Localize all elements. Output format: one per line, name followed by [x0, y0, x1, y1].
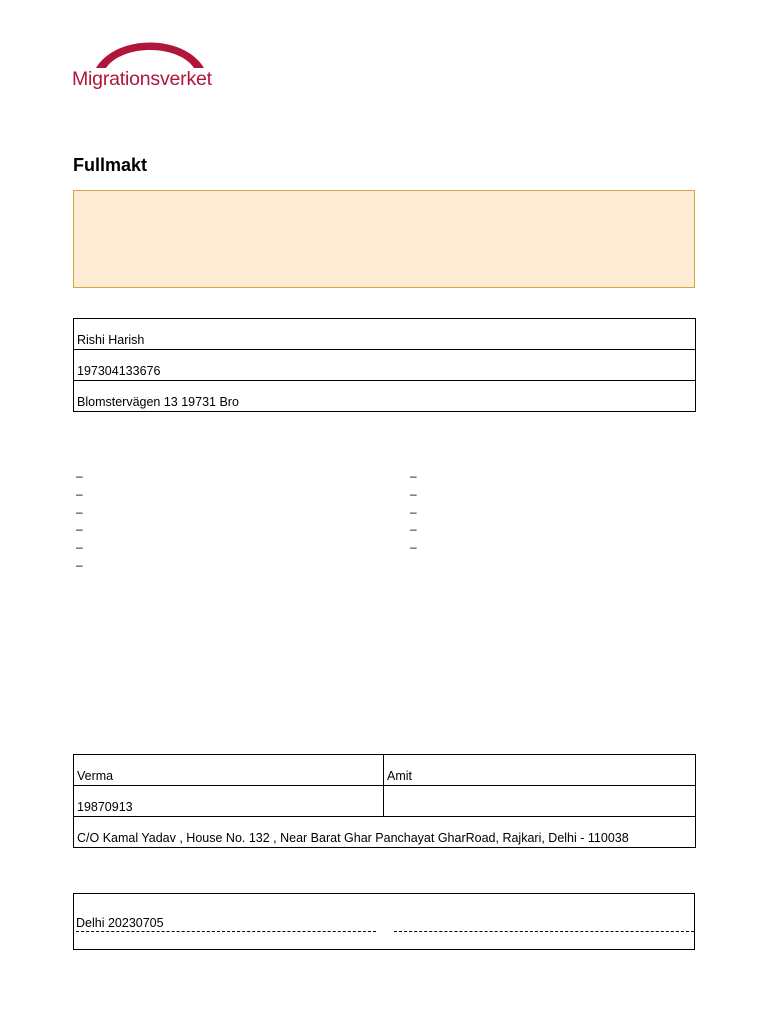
place-date-field[interactable]: Delhi 20230705 — [76, 916, 164, 930]
list-item: – — [76, 505, 83, 519]
table-row — [74, 755, 696, 786]
table-row — [74, 319, 696, 350]
info-box — [73, 190, 695, 288]
agent-table — [73, 754, 696, 848]
principal-name-field[interactable]: Rishi Harish — [74, 319, 696, 350]
logo-text: Migrationsverket — [72, 68, 212, 90]
agent-birth-date-field[interactable]: 19870913 — [74, 786, 384, 817]
signature-box — [73, 893, 695, 950]
table-row — [74, 350, 696, 381]
agent-empty-field[interactable] — [384, 786, 696, 817]
table-row — [74, 786, 696, 817]
agent-first-name-field[interactable]: Amit — [384, 755, 696, 786]
list-item: – — [410, 505, 417, 519]
agent-address-field[interactable]: C/O Kamal Yadav , House No. 132 , Near Barat Ghar Panchayat GharRoad, Rajkari, Delhi - 110038 — [74, 817, 696, 848]
principal-table — [73, 318, 696, 412]
principal-personal-number-field[interactable]: 197304133676 — [74, 350, 696, 381]
page-title: Fullmakt — [73, 155, 148, 175]
list-item: – — [76, 558, 83, 572]
logo-arc-icon — [94, 40, 206, 70]
list-item: – — [410, 487, 417, 501]
signature-line-left — [76, 931, 376, 932]
table-row — [74, 381, 696, 412]
list-item: – — [410, 469, 417, 483]
principal-address-field[interactable]: Blomstervägen 13 19731 Bro — [74, 381, 696, 412]
list-item: – — [76, 487, 83, 501]
migrationsverket-logo — [72, 40, 224, 96]
list-item: – — [410, 522, 417, 536]
signature-line-right — [394, 931, 694, 932]
list-item: – — [410, 540, 417, 554]
agent-last-name-field[interactable]: Verma — [74, 755, 384, 786]
list-item: – — [76, 469, 83, 483]
list-item: – — [76, 540, 83, 554]
table-row — [74, 817, 696, 848]
list-item: – — [76, 522, 83, 536]
